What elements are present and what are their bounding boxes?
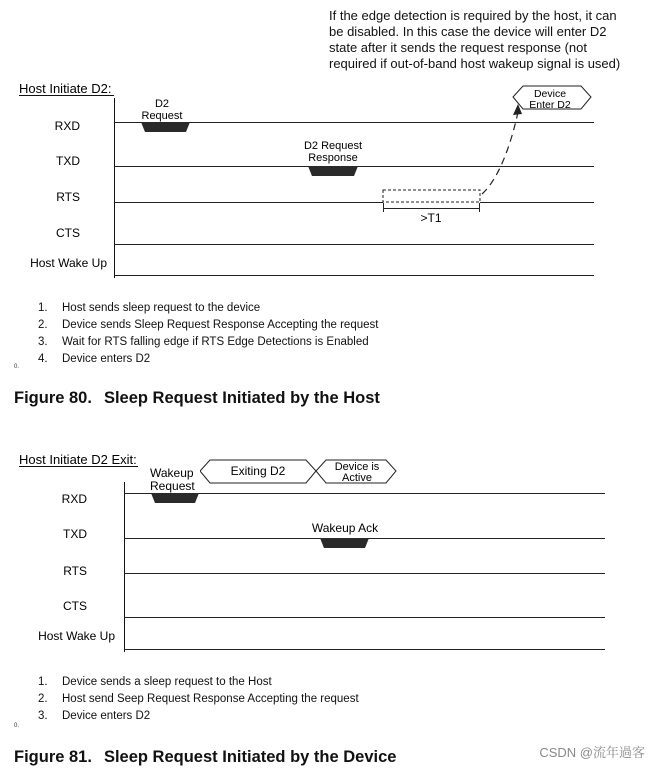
fig81-exiting-label: Exiting D2	[230, 464, 286, 478]
fig80-step: 2. Device sends Sleep Request Response Accepting the request	[38, 319, 379, 331]
fig80-label-rxd: RXD	[54, 119, 80, 133]
fig81-step: 1. Device sends a sleep request to the Host	[38, 676, 272, 688]
fig80-d2-request-label-2: Request	[141, 110, 183, 122]
fig81-label-txd: TXD	[63, 527, 87, 541]
fig80-heading: Host Initiate D2:	[19, 81, 112, 96]
fig80-dashed-arrow	[482, 112, 518, 194]
fig81-wakeup-ack-label: Wakeup Ack	[311, 521, 379, 535]
fig81-tiny-mark: 0.	[14, 723, 20, 729]
fig80-label-cts: CTS	[56, 226, 80, 240]
fig81-label-hostwake: Host Wake Up	[38, 629, 115, 643]
fig81-device-active-label-1: Device is	[334, 461, 380, 473]
fig80-label-rts: RTS	[56, 190, 80, 204]
fig81-device-active-label-2: Active	[342, 472, 372, 484]
figure-81-diagram	[19, 452, 605, 652]
fig81-steps	[38, 674, 359, 725]
fig80-caption-title: Sleep Request Initiated by the Host	[103, 389, 380, 407]
fig81-label-cts: CTS	[63, 599, 87, 613]
fig80-steps	[38, 300, 378, 368]
fig80-device-enter-label-1: Device	[533, 88, 567, 100]
fig80-d2-request-pulse	[141, 122, 190, 132]
fig81-label-rts: RTS	[63, 564, 87, 578]
fig80-tiny-mark: 0.	[14, 364, 20, 370]
fig80-d2-response-label-2: Response	[308, 152, 358, 164]
fig81-step: 3. Device enters D2	[38, 710, 151, 722]
figure-80-diagram	[19, 81, 594, 278]
fig81-step: 2. Host send Seep Request Response Accepting the request	[38, 693, 359, 705]
fig81-caption	[14, 748, 396, 767]
fig80-step: 3. Wait for RTS falling edge if RTS Edge Detections is Enabled	[38, 336, 369, 348]
fig81-heading: Host Initiate D2 Exit:	[19, 452, 137, 467]
fig80-label-hostwake: Host Wake Up	[30, 256, 107, 270]
fig80-step: 4. Device enters D2	[38, 353, 151, 365]
fig80-d2-response-label-1: D2 Request	[303, 140, 363, 152]
fig80-caption-number: Figure 80.	[14, 389, 92, 407]
fig81-wakeup-ack-pulse	[320, 538, 369, 548]
fig80-caption	[14, 389, 380, 408]
fig80-device-enter-label-2: Enter D2	[529, 99, 571, 111]
csdn-watermark: CSDN @流年過客	[539, 745, 645, 760]
fig80-d2-request-label-1: D2	[154, 98, 170, 110]
edge-detection-note: If the edge detection is required by the host, it can be disabled. In this case the device will enter D2 state after it sends the request response (not required if out-of-band host wakeup signal is used)	[329, 8, 621, 71]
fig81-wakeup-request-pulse	[151, 493, 199, 503]
fig80-d2-response-pulse	[308, 166, 358, 176]
fig81-caption-number: Figure 81.	[14, 748, 92, 766]
fig81-caption-title: Sleep Request Initiated by the Device	[103, 748, 397, 766]
fig81-label-rxd: RXD	[61, 492, 87, 506]
fig80-t1-label: >T1	[420, 211, 442, 225]
fig81-wakeup-label-2: Request	[150, 479, 195, 493]
fig80-step: 1. Host sends sleep request to the device	[38, 302, 261, 314]
fig80-label-txd: TXD	[56, 154, 80, 168]
fig80-rts-dashed-pulse	[383, 190, 480, 202]
fig81-wakeup-label-1: Wakeup	[150, 466, 194, 480]
